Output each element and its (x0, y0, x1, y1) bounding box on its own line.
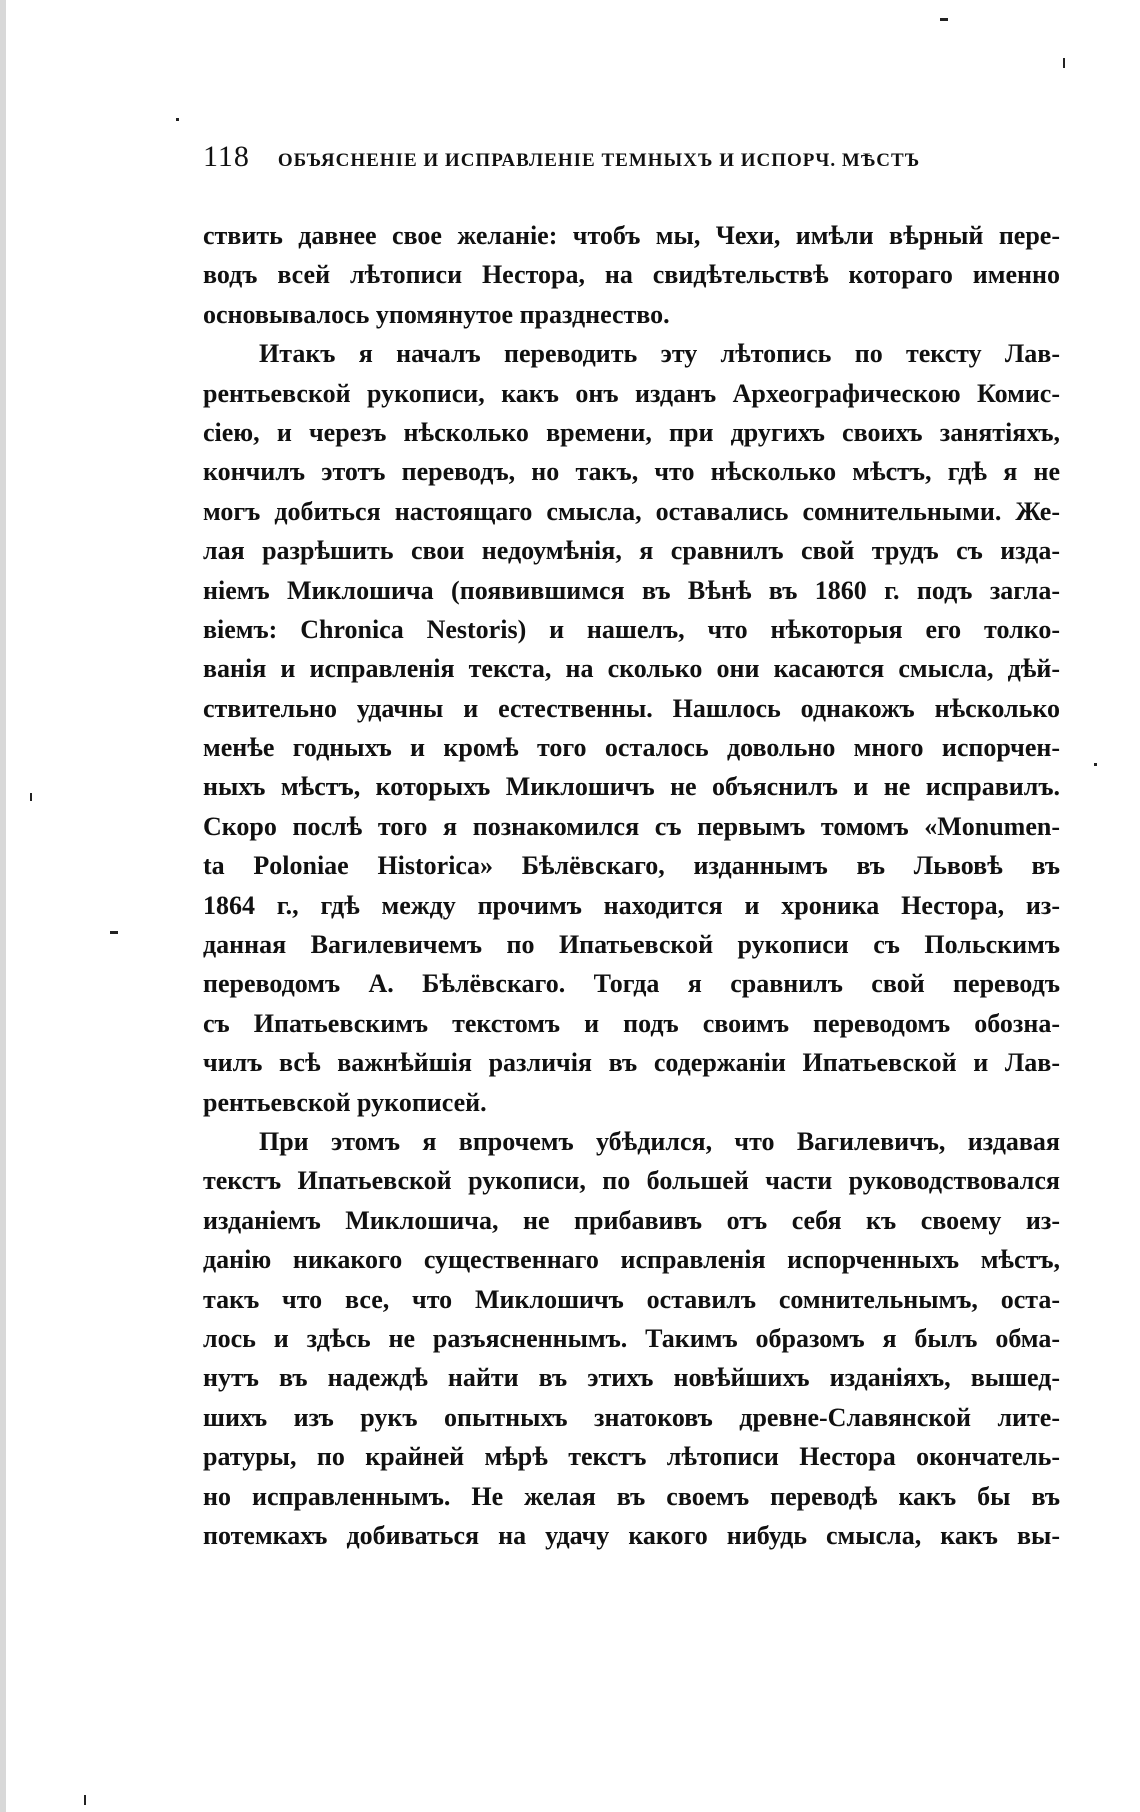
text-line: лось и здѣсь не разъясненнымъ. Такимъ образомъ я былъ обма- (203, 1323, 1060, 1353)
text-line: менѣе годныхъ и кромѣ того осталось довольно много испорчен- (203, 733, 1060, 763)
text-line: шихъ изъ рукъ опытныхъ знатоковъ древне-Славянской лите- (203, 1402, 1060, 1432)
text-line: изданіемъ Миклошича, не прибавивъ отъ себя къ своему из- (203, 1205, 1060, 1235)
text-line: такъ что все, что Миклошичъ оставилъ сомнительнымъ, оста- (203, 1284, 1060, 1314)
text-line: ванія и исправленія текста, на сколько они касаются смысла, дѣй- (203, 654, 1060, 684)
scan-speck (30, 793, 32, 801)
text-line: 1864 г., гдѣ между прочимъ находится и хроника Нестора, из- (203, 890, 1060, 920)
text-line: переводомъ А. Бѣлёвскаго. Тогда я сравнилъ свой переводъ (203, 969, 1060, 999)
text-line: съ Ипатьевскимъ текстомъ и подъ своимъ переводомъ обозна- (203, 1008, 1060, 1038)
scan-speck (1094, 763, 1097, 766)
text-line: Скоро послѣ того я познакомился съ первымъ томомъ «Monumen- (203, 811, 1060, 841)
text-line: основывалось упомянутое празднество. (203, 299, 670, 329)
text-line: могъ добиться настоящаго смысла, оставались сомнительными. Же- (203, 496, 1060, 526)
text-line: віемъ: Chronica Nestoris) и нашелъ, что нѣкоторыя его толко- (203, 614, 1060, 644)
text-line: текстъ Ипатьевской рукописи, по большей части руководствовался (203, 1166, 1060, 1196)
scan-speck (84, 1795, 86, 1805)
body-text (203, 216, 1060, 1555)
text-line: рентьевской рукописи, какъ онъ изданъ Археографическою Комис- (203, 378, 1060, 408)
text-line: При этомъ я впрочемъ убѣдился, что Вагилевичъ, издавая (259, 1126, 1060, 1156)
text-line: водъ всей лѣтописи Нестора, на свидѣтельствѣ котораго именно (203, 260, 1060, 290)
scan-speck (1063, 58, 1065, 68)
text-line: данная Вагилевичемъ по Ипатьевской рукописи съ Польскимъ (203, 930, 1060, 960)
text-line: чилъ всѣ важнѣйшія различія въ содержаніи Ипатьевской и Лав- (203, 1048, 1060, 1078)
scan-speck (110, 931, 118, 934)
page-number: 118 (203, 140, 250, 173)
text-line: ствить давнее свое желаніе: чтобъ мы, Чехи, имѣли вѣрный пере- (203, 221, 1060, 250)
text-line: ратуры, по крайней мѣрѣ текстъ лѣтописи Нестора окончатель- (203, 1442, 1060, 1472)
text-line: нутъ въ надеждѣ найти въ этихъ новѣйшихъ изданіяхъ, вышед- (203, 1363, 1060, 1393)
scan-edge (0, 0, 6, 1812)
text-line: ta Poloniae Historica» Бѣлёвскаго, изданнымъ въ Львовѣ въ (203, 851, 1060, 881)
text-line: рентьевской рукописей. (203, 1087, 487, 1117)
text-line: лая разрѣшить свои недоумѣнія, я сравнилъ свой трудъ съ изда- (203, 536, 1060, 566)
page-header (203, 140, 1063, 180)
text-line: данію никакого существеннаго исправленія испорченныхъ мѣстъ, (203, 1245, 1060, 1275)
text-line: ствительно удачны и естественны. Нашлось однакожъ нѣсколько (203, 693, 1060, 723)
text-line: сіею, и черезъ нѣсколько времени, при другихъ своихъ занятіяхъ, (203, 417, 1060, 447)
text-line: ныхъ мѣстъ, которыхъ Миклошичъ не объяснилъ и не исправилъ. (203, 772, 1060, 802)
text-line: кончилъ этотъ переводъ, но такъ, что нѣсколько мѣстъ, гдѣ я не (203, 457, 1060, 487)
text-line: потемкахъ добиваться на удачу какого нибудь смысла, какъ вы- (203, 1520, 1060, 1550)
text-line: но исправленнымъ. Не желая въ своемъ переводѣ какъ бы въ (203, 1481, 1060, 1511)
text-line: Итакъ я началъ переводить эту лѣтопись по тексту Лав- (259, 339, 1060, 369)
scan-speck (176, 118, 179, 121)
text-line: ніемъ Миклошича (появившимся въ Вѣнѣ въ 1860 г. подъ загла- (203, 575, 1060, 605)
running-head: ОБЪЯСНЕНІЕ И ИСПРАВЛЕНІЕ ТЕМНЫХЪ И ИСПОРЧ. МѢСТЪ (277, 150, 921, 171)
scan-speck (940, 18, 948, 21)
